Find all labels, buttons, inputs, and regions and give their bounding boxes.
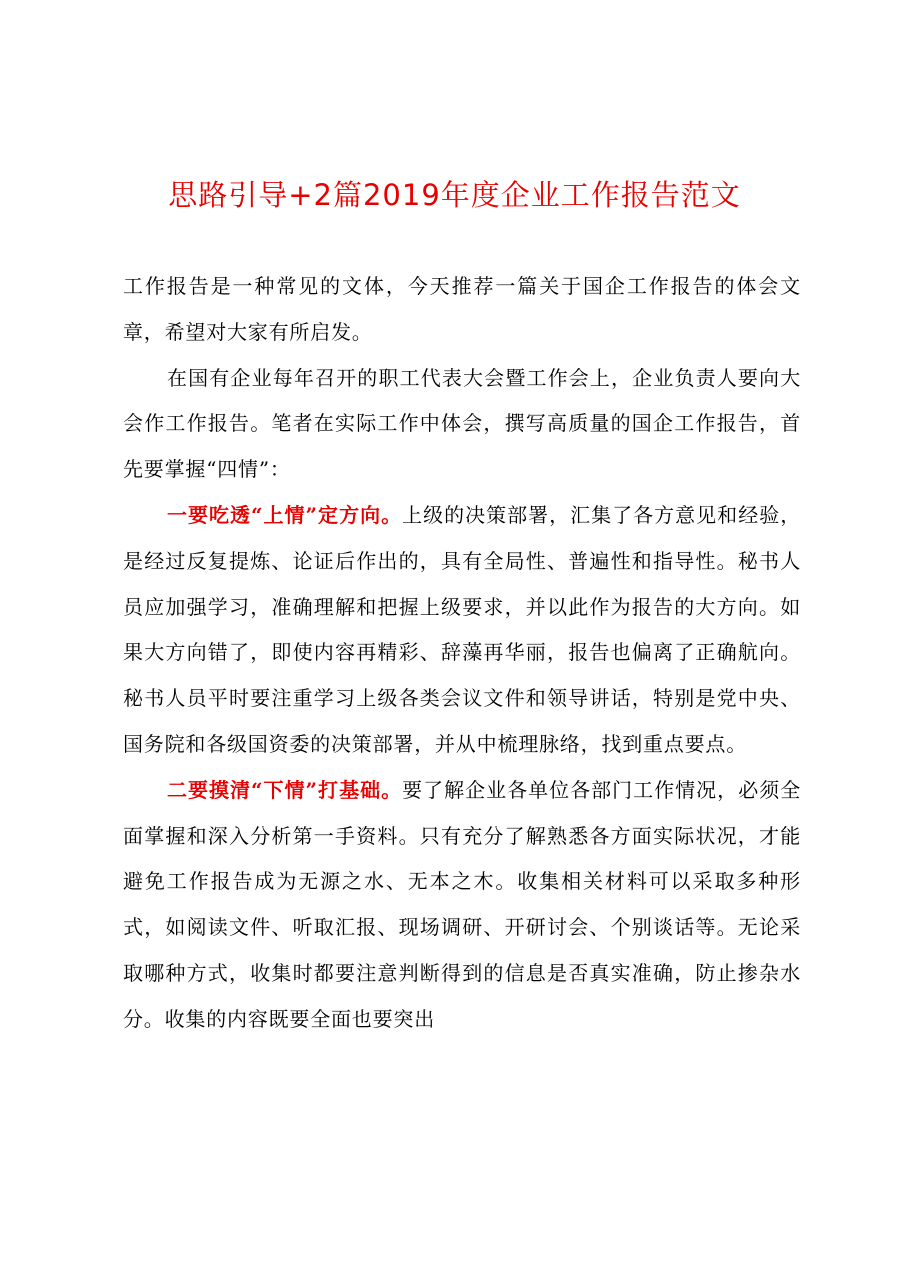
point-one-heading: 一要吃透“上情”定方向。: [167, 502, 403, 527]
document-title: 思路引导+2篇2019年度企业工作报告范文: [168, 178, 741, 212]
point-one-paragraph: [123, 493, 801, 768]
point-one-text: 上级的决策部署，汇集了各方意见和经验，是经过反复提炼、论证后作出的，具有全局性、普遍性和指导性。秘书人员应加强学习，准确理解和把握上级要求，并以此作为报告的大方向。如果大方向错了，即使内容再精彩、辞藻再华丽，报告也偏离了正确航向。秘书人员平时要注重学习上级各类会议文件和领导讲话，特别是党中央、国务院和各级国资委的决策部署，并从中梳理脉络，找到重点要点。: [123, 502, 802, 756]
point-two-text: 要了解企业各单位各部门工作情况，必须全面掌握和深入分析第一手资料。只有充分了解熟悉各方面实际状况，才能避免工作报告成为无源之水、无本之木。收集相关材料可以采取多种形式，如阅读文件、听取汇报、现场调研、开研讨会、个别谈话等。无论采取哪种方式，收集时都要注意判断得到的信息是否真实准确，防止掺杂水分。收集的内容既要全面也要突出: [123, 777, 802, 1031]
intro-paragraph: 工作报告是一种常见的文体，今天推荐一篇关于国企工作报告的体会文章，希望对大家有所启发。: [123, 274, 801, 344]
point-two-heading: 二要摸清“下情”打基础。: [167, 777, 403, 802]
background-paragraph: 在国有企业每年召开的职工代表大会暨工作会上，企业负责人要向大会作工作报告。笔者在实际工作中体会，撰写高质量的国企工作报告，首先要掌握“四情”：: [123, 365, 801, 482]
point-two-paragraph: [123, 768, 801, 1043]
document-body: [123, 264, 801, 1043]
